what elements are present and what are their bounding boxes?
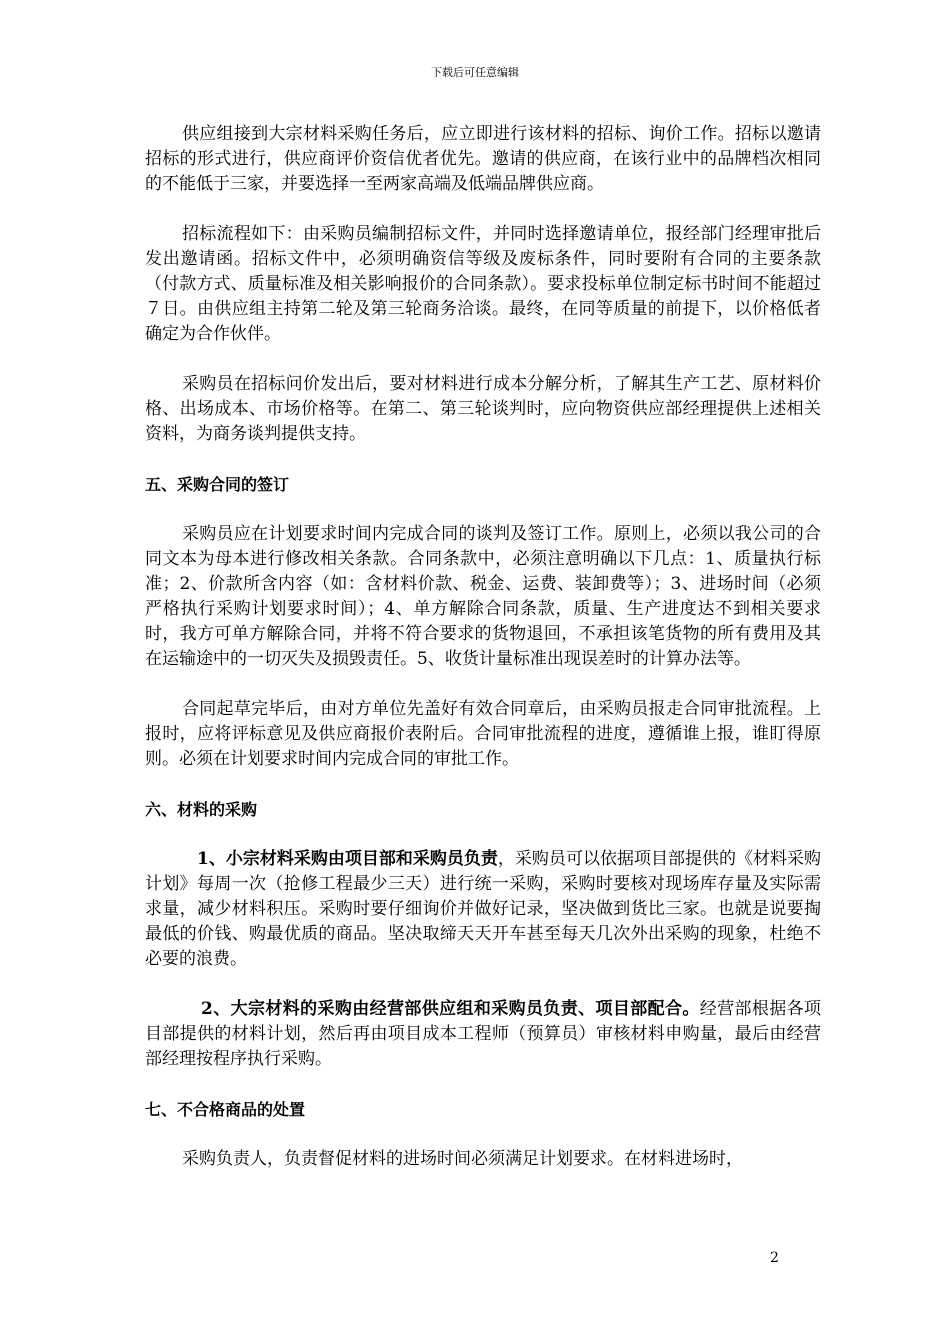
paragraph-bidding-process: 招标流程如下：由采购员编制招标文件，并同时选择邀请单位，报经部门经理审批后发出邀请函。招标文件中，必须明确资信等级及废标条件，同时要附有合同的主要条款（付款方式、质量标准及相关影响报价的合同条款）。要求投标单位制定标书时间不能超过７日。由供应组主持第二轮及第三轮商务洽谈。最终，在同等质量的前提下，以价格低者确定为合作伙伴。 xyxy=(145,224,821,344)
paragraph-body-text: 经营部根据各项目部提供的材料计划，然后再由项目成本工程师（预算员）审核材料申购量，最后由经营部经理按程序执行采购。 xyxy=(145,999,822,1069)
paragraph-spacer xyxy=(145,672,821,697)
paragraph-small-material-purchase xyxy=(145,847,821,972)
paragraph-delivery-supervision: 采购负责人，负责督促材料的进场时间必须满足计划要求。在材料进场时， xyxy=(182,1149,743,1169)
section-heading-contract-signing: 五、采购合同的签订 xyxy=(145,475,290,494)
page-number: 2 xyxy=(770,1250,779,1266)
paragraph-spacer xyxy=(145,1072,821,1097)
paragraph-cost-analysis: 采购员在招标问价发出后，要对材料进行成本分解分析，了解其生产工艺、原材料价格、出场成本、市场价格等。在第二、第三轮谈判时，应向物资供应部经理提供上述相关资料，为商务谈判提供支持。 xyxy=(145,374,821,444)
page-header: 下载后可任意编辑 xyxy=(431,66,519,79)
paragraph-spacer xyxy=(145,197,821,222)
paragraph-spacer xyxy=(145,972,821,997)
paragraph-spacer xyxy=(145,822,821,847)
paragraph-spacer xyxy=(145,447,821,472)
paragraph-lead-text: 1、小宗材料采购由项目部和采购员负责 xyxy=(197,849,498,869)
paragraph-lead-text: 2、大宗材料的采购由经营部供应组和采购员负责、项目部配合。 xyxy=(201,999,700,1019)
paragraph-body-text: ，采购员可以依据项目部提供的《材料采购计划》每周一次（抢修工程最少三天）进行统一采购，采购时要核对现场库存量及实际需求量，减少材料积压。采购时要仔细询价并做好记录，坚决做到货比三家。也就是说要掏最低的价钱、购最优质的商品。坚决取缔天天开车甚至每天几次外出采购的现象，杜绝不必要的浪费。 xyxy=(145,849,822,969)
paragraph-spacer xyxy=(145,772,821,797)
document-body xyxy=(145,122,821,1172)
section-heading-nonconforming-goods: 七、不合格商品的处置 xyxy=(145,1100,306,1119)
paragraph-contract-terms: 采购员应在计划要求时间内完成合同的谈判及签订工作。原则上，必须以我公司的合同文本为母本进行修改相关条款。合同条款中，必须注意明确以下几点：1、质量执行标准；2、价款所含内容（如：含材料价款、税金、运费、装卸费等）；3、进场时间（必须严格执行采购计划要求时间）；4、单方解除合同条款，质量、生产进度达不到相关要求时，我方可单方解除合同，并将不符合要求的货物退回，不承担该笔货物的所有费用及其在运输途中的一切灭失及损毁责任。5、收货计量标准出现误差时的计算办法等。 xyxy=(145,524,821,669)
paragraph-spacer xyxy=(145,347,821,372)
paragraph-contract-approval: 合同起草完毕后，由对方单位先盖好有效合同章后，由采购员报走合同审批流程。上报时，应将评标意见及供应商报价表附后。合同审批流程的进度，遵循谁上报，谁盯得原则。必须在计划要求时间内完成合同的审批工作。 xyxy=(145,699,821,769)
paragraph-bulk-material-bidding: 供应组接到大宗材料采购任务后，应立即进行该材料的招标、询价工作。招标以邀请招标的形式进行，供应商评价资信优者优先。邀请的供应商，在该行业中的品牌档次相同的不能低于三家，并要选择一至两家高端及低端品牌供应商。 xyxy=(145,124,821,194)
paragraph-spacer xyxy=(145,1122,821,1147)
section-heading-material-purchase: 六、材料的采购 xyxy=(145,800,258,819)
paragraph-spacer xyxy=(145,497,821,522)
paragraph-bulk-material-purchase xyxy=(145,997,821,1072)
